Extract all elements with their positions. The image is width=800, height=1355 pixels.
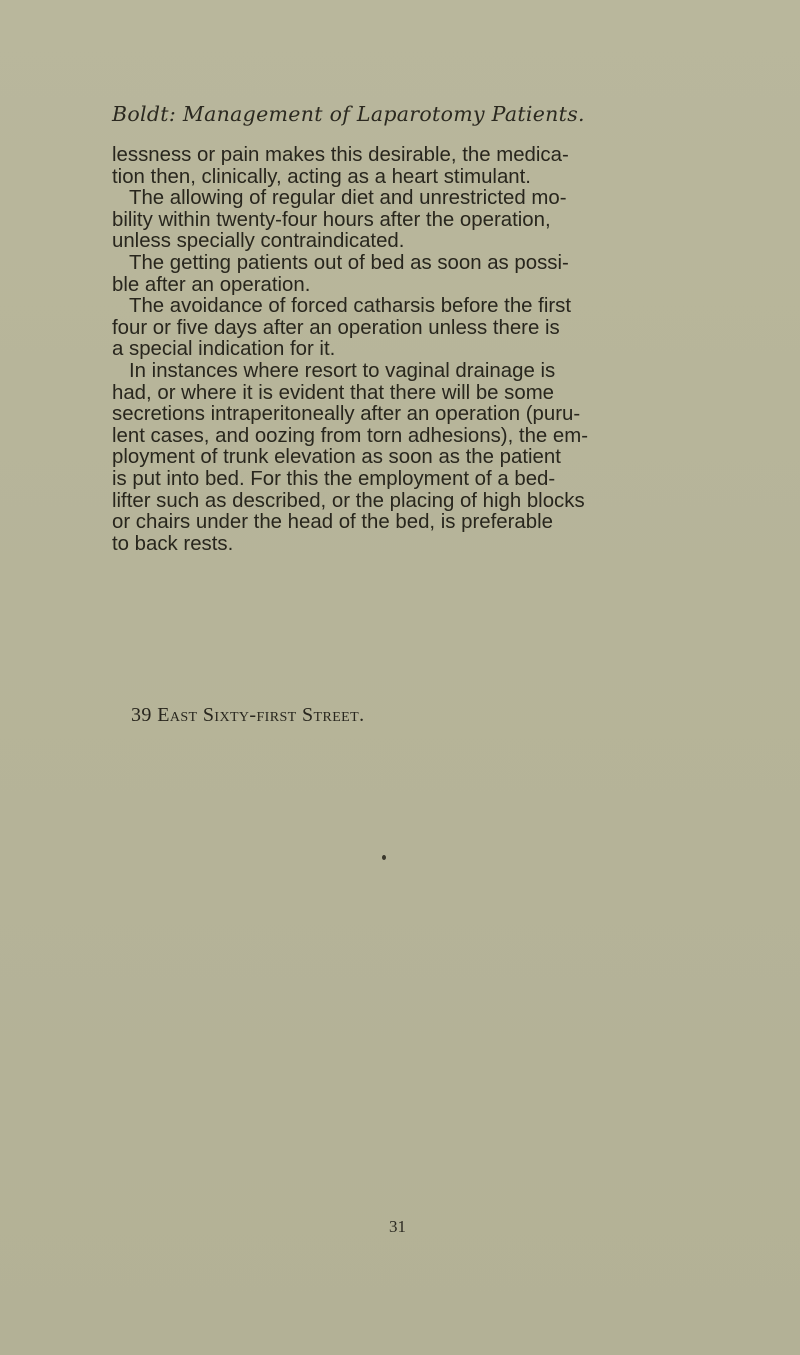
page-number: 31 <box>389 1217 406 1236</box>
text-line: The allowing of regular diet and unrestricted mo- <box>129 187 567 210</box>
running-head: Boldt: Management of Laparotomy Patients. <box>112 102 585 126</box>
text-line: tion then, clinically, acting as a heart stimulant. <box>112 165 531 188</box>
text-line: had, or where it is evident that there will be some <box>112 381 555 404</box>
print-speck <box>382 855 386 860</box>
text-line: ployment of trunk elevation as soon as the patient <box>112 446 561 469</box>
text-line: lent cases, and oozing from torn adhesions), the em- <box>112 424 589 447</box>
text-line: four or five days after an operation unless there is <box>112 316 560 339</box>
text-line: to back rests. <box>112 532 234 555</box>
text-line: or chairs under the head of the bed, is preferable <box>112 511 553 534</box>
text-line: secretions intraperitoneally after an operation (puru- <box>112 403 581 426</box>
author-address: 39 East Sixty-first Street. <box>131 704 365 726</box>
text-line: lifter such as described, or the placing of high blocks <box>112 489 585 512</box>
text-line: In instances where resort to vaginal drainage is <box>129 359 556 382</box>
text-line: a special indication for it. <box>112 338 336 361</box>
text-line: ble after an operation. <box>112 273 311 296</box>
text-line: is put into bed. For this the employment of a bed- <box>112 467 556 490</box>
body-text <box>112 145 632 555</box>
text-line: bility within twenty-four hours after the operation, <box>112 208 551 231</box>
text-line: unless specially contraindicated. <box>112 230 405 253</box>
text-line: The avoidance of forced catharsis before the first <box>129 295 572 318</box>
text-line: The getting patients out of bed as soon as possi- <box>129 251 569 274</box>
text-line: lessness or pain makes this desirable, the medica- <box>112 144 569 166</box>
